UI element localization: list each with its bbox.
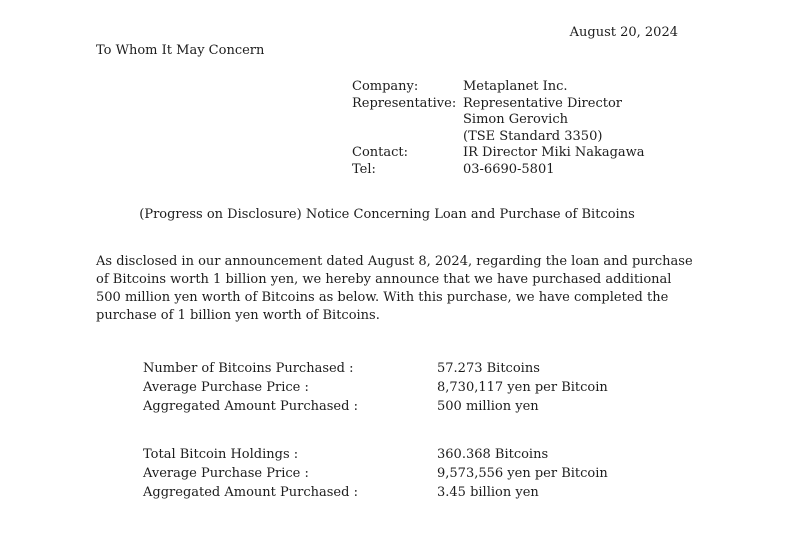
body-line: As disclosed in our announcement dated August 8, 2024, regarding the loan and purchase <box>96 254 693 269</box>
holdings-avg-price-label: Average Purchase Price : <box>143 466 309 481</box>
representative-line-name: Simon Gerovich <box>463 112 568 127</box>
purchase-aggregated-value: 500 million yen <box>437 399 539 414</box>
holdings-avg-price-row <box>143 464 678 483</box>
document-date: August 20, 2024 <box>569 25 678 40</box>
holdings-total-label: Total Bitcoin Holdings : <box>143 447 299 462</box>
contact-info-row <box>352 145 678 162</box>
representative-label: Representative: <box>352 95 457 111</box>
contact-label: Contact: <box>352 145 409 160</box>
company-info-block <box>352 79 678 178</box>
purchase-avg-price-value: 8,730,117 yen per Bitcoin <box>437 380 608 395</box>
tel-value: 03-6690-5801 <box>463 161 555 177</box>
body-line: 500 million yen worth of Bitcoins as below. With this purchase, we have completed the <box>96 290 669 305</box>
holdings-summary-block <box>143 445 678 502</box>
purchase-avg-price-label: Average Purchase Price : <box>143 380 309 395</box>
company-value: Metaplanet Inc. <box>463 79 568 94</box>
body-paragraph <box>96 253 693 325</box>
purchase-count-value: 57.273 Bitcoins <box>437 361 540 376</box>
purchase-summary-block <box>143 359 678 416</box>
purchase-count-label: Number of Bitcoins Purchased : <box>143 361 354 376</box>
holdings-aggregated-label: Aggregated Amount Purchased : <box>143 485 358 500</box>
holdings-aggregated-value: 3.45 billion yen <box>437 485 539 500</box>
representative-line-listing: (TSE Standard 3350) <box>463 128 603 144</box>
tel-info-row <box>352 162 678 179</box>
representative-line-title: Representative Director <box>463 95 623 111</box>
purchase-count-row <box>143 359 678 378</box>
body-line: purchase of 1 billion yen worth of Bitcoins. <box>96 308 380 323</box>
tel-label: Tel: <box>352 161 376 177</box>
holdings-aggregated-row <box>143 483 678 502</box>
company-info-row <box>352 79 678 96</box>
contact-value: IR Director Miki Nakagawa <box>463 145 645 160</box>
representative-value <box>463 96 622 146</box>
holdings-total-value: 360.368 Bitcoins <box>437 447 549 462</box>
purchase-aggregated-row <box>143 397 678 416</box>
body-line: of Bitcoins worth 1 billion yen, we hereby announce that we have purchased additional <box>96 272 672 287</box>
holdings-avg-price-value: 9,573,556 yen per Bitcoin <box>437 466 608 481</box>
representative-info-row <box>352 96 678 146</box>
purchase-aggregated-label: Aggregated Amount Purchased : <box>143 399 358 414</box>
holdings-total-row <box>143 445 678 464</box>
company-label: Company: <box>352 79 419 94</box>
document-title: (Progress on Disclosure) Notice Concerning Loan and Purchase of Bitcoins <box>139 207 635 222</box>
salutation: To Whom It May Concern <box>96 43 265 58</box>
purchase-avg-price-row <box>143 378 678 397</box>
